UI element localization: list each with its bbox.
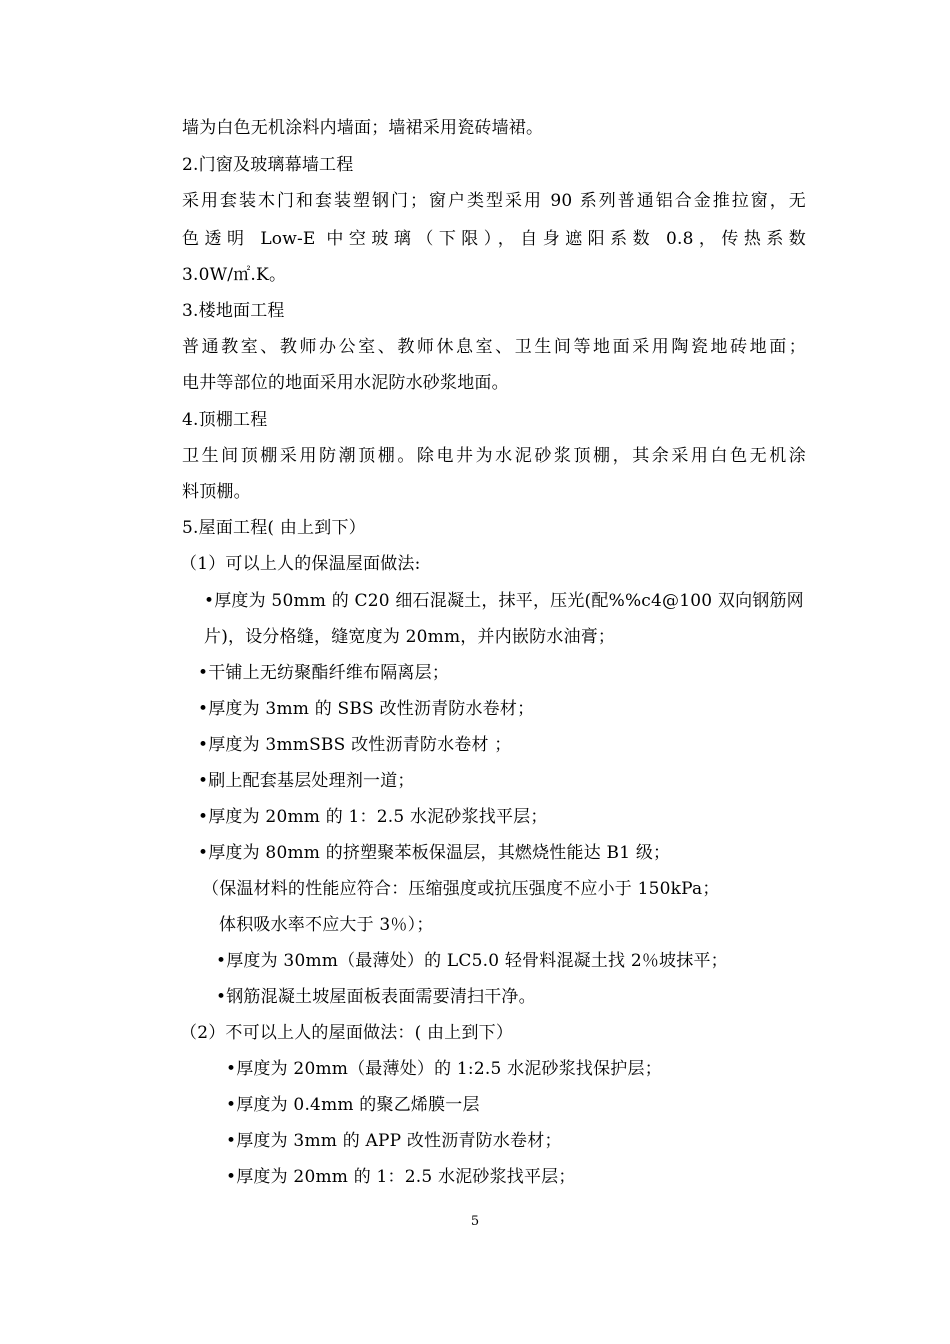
subsection-heading: （1）可以上人的保温屋面做法: [180, 554, 421, 574]
paragraph-line: 色透明 Low-E 中空玻璃（下限），自身遮阳系数 0.8，传热系数 [182, 229, 806, 249]
page-number: 5 [470, 1214, 480, 1229]
paragraph-line: 普通教室、教师办公室、教师休息室、卫生间等地面采用陶瓷地砖地面； [182, 337, 806, 357]
paragraph-line: 采用套装木门和套装塑钢门；窗户类型采用 90 系列普通铝合金推拉窗，无 [182, 191, 806, 211]
list-item: •厚度为 30mm（最薄处）的 LC5.0 轻骨料混凝土找 2％坡抹平； [216, 951, 728, 971]
paragraph-line: 墙为白色无机涂料内墙面；墙裙采用瓷砖墙裙。 [182, 118, 544, 138]
note-line: （保温材料的性能应符合：压缩强度或抗压强度不应小于 150kPa； [202, 879, 720, 899]
list-item: •厚度为 0.4mm 的聚乙烯膜一层 [226, 1095, 480, 1115]
paragraph-line: 3.0W/㎡.K。 [182, 265, 287, 285]
section-heading: 5.屋面工程( 由上到下） [182, 518, 366, 538]
list-item: •厚度为 20mm（最薄处）的 1:2.5 水泥砂浆找保护层； [226, 1059, 662, 1079]
paragraph-line: 料顶棚。 [182, 482, 251, 502]
list-item: •厚度为 3mm 的 SBS 改性沥青防水卷材； [198, 699, 535, 719]
paragraph-line: 卫生间顶棚采用防潮顶棚。除电井为水泥砂浆顶棚，其余采用白色无机涂 [182, 446, 806, 466]
section-heading: 3.楼地面工程 [182, 301, 285, 321]
list-item: •刷上配套基层处理剂一道； [198, 771, 415, 791]
paragraph-line: 电井等部位的地面采用水泥防水砂浆地面。 [182, 373, 509, 393]
list-item: •厚度为 80mm 的挤塑聚苯板保温层，其燃烧性能达 B1 级； [198, 843, 671, 863]
list-item-continuation: 片)，设分格缝，缝宽度为 20mm，并内嵌防水油膏； [204, 627, 616, 647]
list-item: •厚度为 20mm 的 1：2.5 水泥砂浆找平层； [198, 807, 548, 827]
list-item: •干铺上无纺聚酯纤维布隔离层； [198, 663, 450, 683]
note-line: 体积吸水率不应大于 3％）； [219, 915, 434, 935]
subsection-heading: （2）不可以上人的屋面做法：( 由上到下） [180, 1023, 514, 1043]
list-item: •钢筋混凝土坡屋面板表面需要清扫干净。 [216, 987, 536, 1007]
list-item: •厚度为 3mmSBS 改性沥青防水卷材 ； [198, 735, 512, 755]
list-item: •厚度为 20mm 的 1：2.5 水泥砂浆找平层； [226, 1167, 576, 1187]
section-heading: 2.门窗及玻璃幕墙工程 [182, 155, 354, 175]
list-item: •厚度为 3mm 的 APP 改性沥青防水卷材； [226, 1131, 562, 1151]
section-heading: 4.顶棚工程 [182, 410, 268, 430]
list-item: •厚度为 50mm 的 C20 细石混凝土，抹平，压光(配%%c4@100 双向钢筋网 [204, 591, 804, 611]
